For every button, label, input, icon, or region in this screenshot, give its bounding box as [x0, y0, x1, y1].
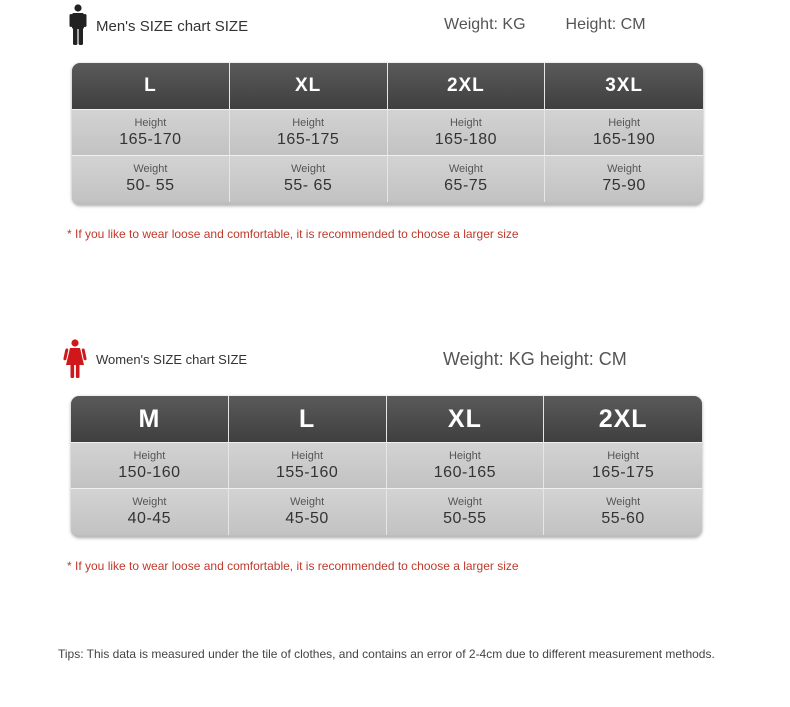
weight-label: Weight	[606, 496, 641, 508]
height-label: Height	[292, 116, 325, 129]
weight-label: Weight	[133, 163, 168, 175]
size-header: L	[229, 396, 387, 442]
size-header: M	[71, 396, 229, 442]
size-header: 3XL	[545, 63, 703, 109]
men-height-unit: Height: CM	[565, 16, 646, 33]
weight-value: 65-75	[444, 177, 488, 194]
measurement-tips: Tips: This data is measured under the tile of clothes, and contains an error of 2-4cm due to different measurement methods.	[58, 647, 715, 661]
weight-label: Weight	[290, 496, 325, 508]
weight-value: 45-50	[285, 510, 329, 527]
size-header: 2XL	[388, 63, 546, 109]
men-chart-title: Men's SIZE chart SIZE	[96, 18, 249, 35]
height-cell	[229, 442, 387, 488]
weight-value: 50-55	[443, 510, 487, 527]
height-label: Height	[291, 449, 324, 462]
weight-label: Weight	[448, 163, 483, 175]
women-units: Weight: KG height: CM	[443, 349, 627, 369]
men-size-note: * If you like to wear loose and comfortable, it is recommended to choose a larger size	[67, 227, 519, 241]
woman-icon	[63, 339, 87, 379]
weight-value: 40-45	[127, 510, 172, 527]
height-label: Height	[448, 449, 481, 462]
height-cell	[71, 442, 229, 488]
men-units	[444, 16, 686, 34]
size-header: XL	[387, 396, 545, 442]
size-header: L	[72, 63, 230, 109]
height-cell	[388, 109, 546, 155]
height-label: Height	[449, 116, 482, 129]
height-value: 150-160	[118, 463, 181, 481]
weight-label: Weight	[291, 163, 326, 175]
height-value: 165-180	[434, 130, 497, 148]
women-size-note: * If you like to wear loose and comfortable, it is recommended to choose a larger size	[67, 559, 519, 573]
size-header: XL	[230, 63, 388, 109]
weight-label: Weight	[607, 163, 642, 175]
height-value: 165-170	[119, 130, 182, 148]
weight-cell	[230, 155, 388, 202]
height-label: Height	[133, 449, 166, 462]
weight-cell	[388, 155, 546, 202]
height-value: 165-175	[592, 463, 655, 481]
men-size-table	[72, 63, 703, 205]
weight-cell	[229, 488, 387, 535]
weight-value: 55-60	[601, 510, 645, 527]
men-weight-unit: Weight: KG	[444, 16, 526, 33]
height-cell	[545, 109, 703, 155]
women-chart-title: Women's SIZE chart SIZE	[96, 352, 248, 367]
height-cell	[387, 442, 545, 488]
height-value: 155-160	[276, 463, 339, 481]
height-label: Height	[134, 116, 167, 129]
weight-value: 50- 55	[126, 177, 175, 194]
weight-cell	[545, 155, 703, 202]
weight-value: 55- 65	[283, 177, 333, 194]
weight-cell	[72, 155, 230, 202]
weight-label: Weight	[132, 496, 167, 508]
height-value: 160-165	[433, 463, 496, 481]
weight-cell	[544, 488, 702, 535]
weight-cell	[71, 488, 229, 535]
man-icon	[68, 4, 88, 46]
height-value: 165-175	[277, 130, 340, 148]
height-label: Height	[608, 116, 641, 129]
height-value: 165-190	[593, 130, 656, 148]
height-label: Height	[607, 449, 640, 462]
height-cell	[230, 109, 388, 155]
weight-value: 75-90	[602, 177, 646, 194]
women-size-table	[71, 396, 702, 537]
weight-cell	[387, 488, 545, 535]
height-cell	[544, 442, 702, 488]
height-cell	[72, 109, 230, 155]
size-header: 2XL	[544, 396, 702, 442]
weight-label: Weight	[447, 496, 482, 508]
